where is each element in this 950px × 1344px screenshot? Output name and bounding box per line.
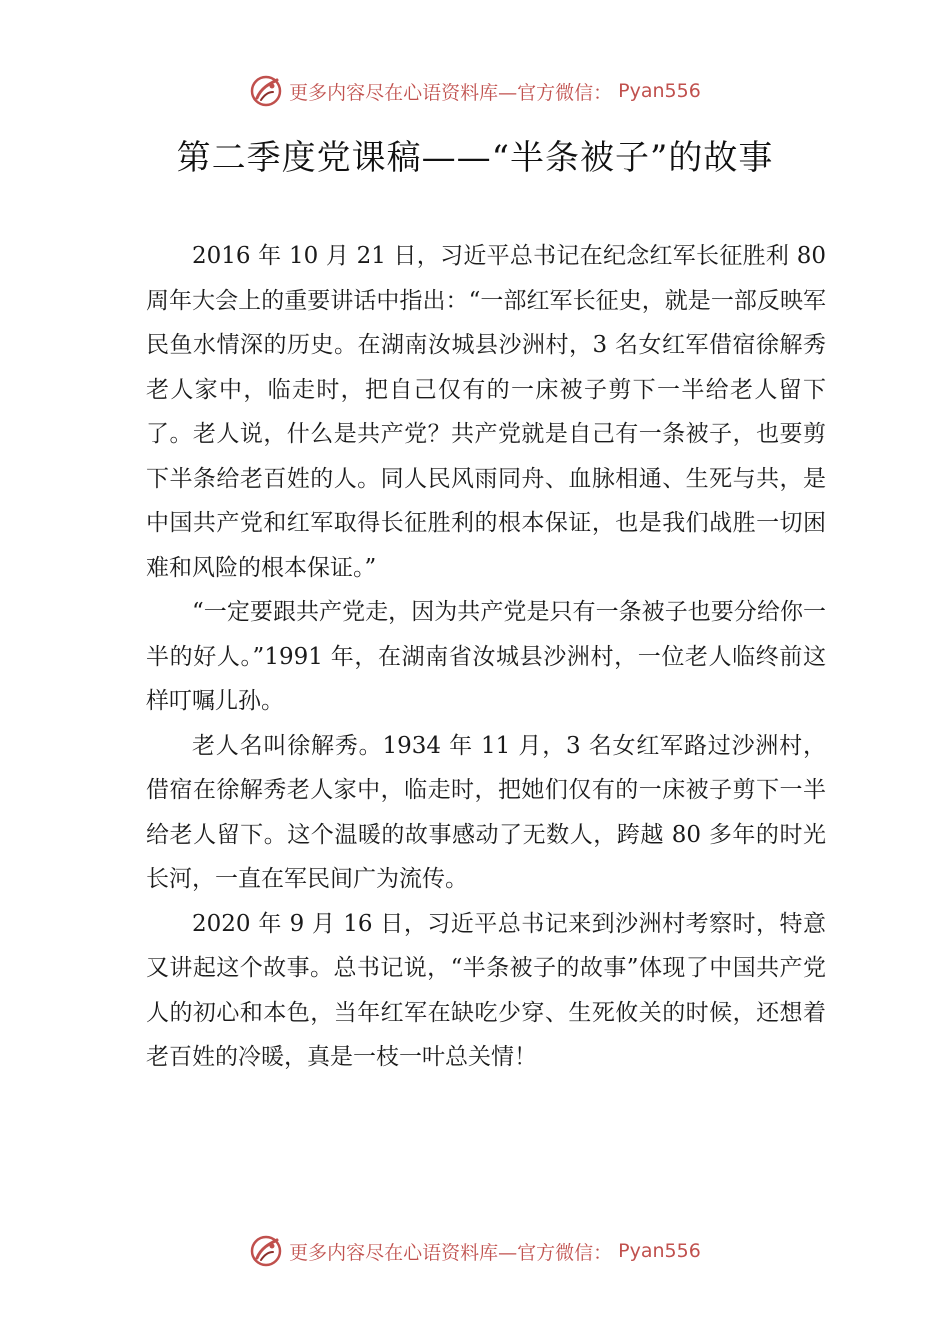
logo-icon	[249, 74, 283, 108]
footer-watermark	[0, 1234, 950, 1268]
watermark-text: 更多内容尽在心语资料库—官方微信：	[289, 1241, 613, 1264]
header-watermark	[0, 74, 950, 108]
paragraph: 2020 年 9 月 16 日，习近平总书记来到沙洲村考察时，特意又讲起这个故事。总书记说，“半条被子的故事”体现了中国共产党人的初心和本色，当年红军在缺吃少穿、生死攸关的时候，还想着老百姓的冷暖，真是一枝一叶总关情！	[146, 910, 826, 1070]
watermark-wechat-id: Pyan556	[618, 1240, 701, 1262]
document-title: 第二季度党课稿——“半条被子”的故事	[176, 138, 774, 178]
paragraph: 2016 年 10 月 21 日，习近平总书记在纪念红军长征胜利 80 周年大会上的重要讲话中指出：“一部红军长征史，就是一部反映军民鱼水情深的历史。在湖南汝城县沙洲村，3 名女红军借宿徐解秀老人家中，临走时，把自己仅有的一床被子剪下一半给老人留下了。老人说，什么是共产党？共产党就是自己有一条被子，也要剪下半条给老百姓的人。同人民风雨同舟、血脉相通、生死与共，是中国共产党和红军取得长征胜利的根本保证，也是我们战胜一切困难和风险的根本保证。”	[146, 243, 826, 581]
watermark-wechat-id: Pyan556	[618, 80, 701, 102]
document-body	[146, 234, 826, 1080]
paragraph: 老人名叫徐解秀。1934 年 11 月，3 名女红军路过沙洲村，借宿在徐解秀老人家中，临走时，把她们仅有的一床被子剪下一半给老人留下。这个温暖的故事感动了无数人，跨越 80 多年的时光长河，一直在军民间广为流传。	[146, 732, 826, 892]
watermark-text: 更多内容尽在心语资料库—官方微信：	[289, 81, 613, 104]
logo-icon	[249, 1234, 283, 1268]
paragraph: “一定要跟共产党走，因为共产党是只有一条被子也要分给你一半的好人。”1991 年，在湖南省汝城县沙洲村，一位老人临终前这样叮嘱儿孙。	[146, 599, 826, 714]
